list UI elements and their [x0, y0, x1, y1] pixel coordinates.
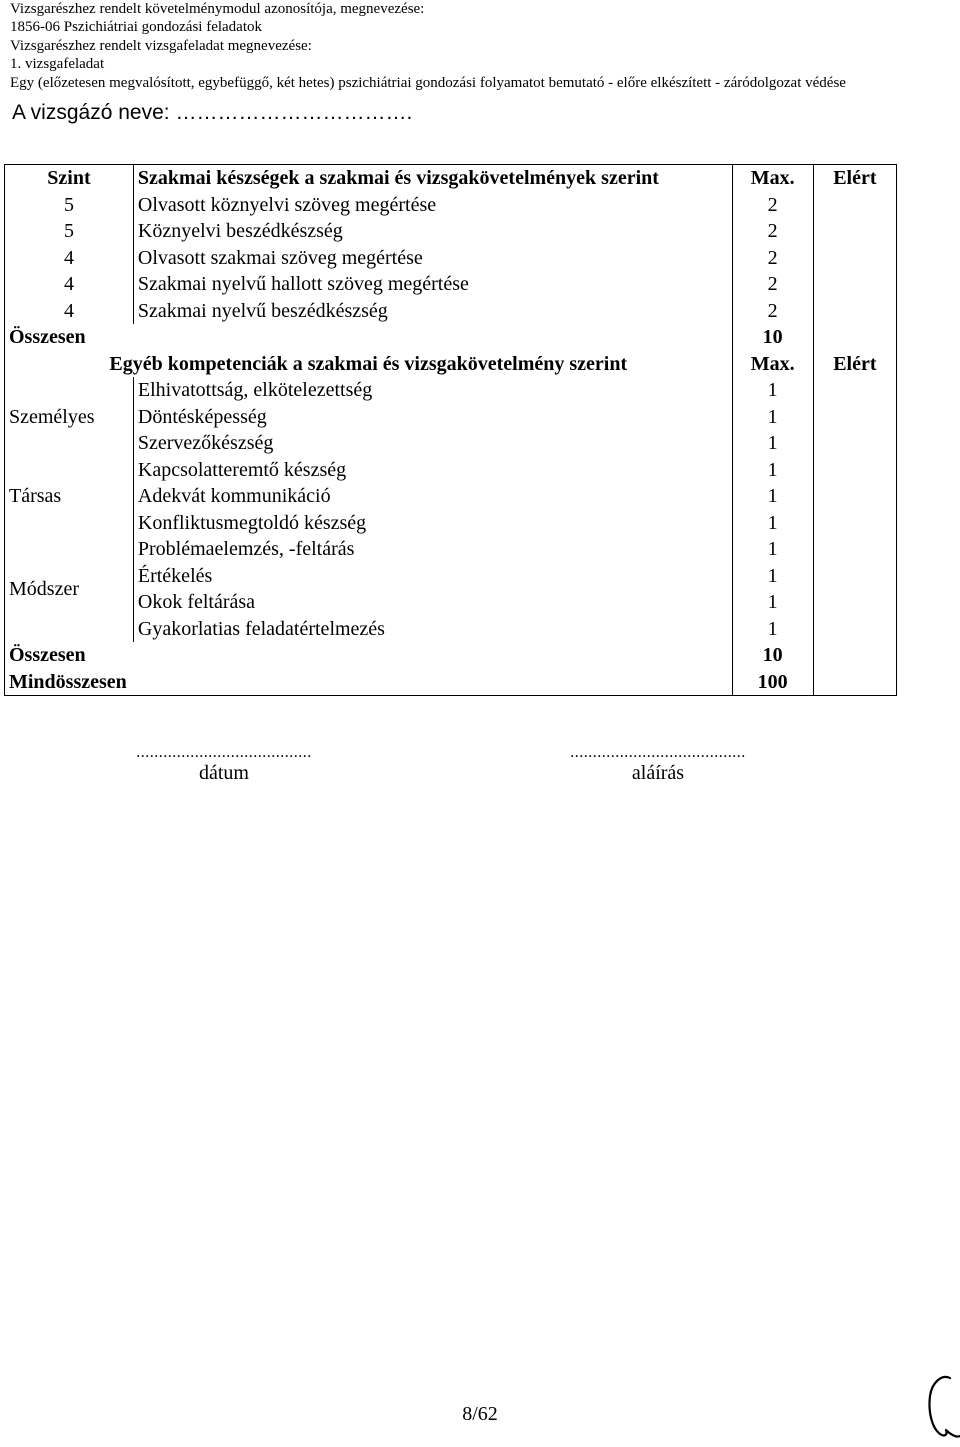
achieved-cell[interactable] [813, 298, 896, 325]
competency-cell: Adekvát kommunikáció [133, 483, 732, 510]
table-row [5, 430, 897, 457]
skill-cell: Szakmai nyelvű beszédkészség [133, 298, 732, 325]
table-row [5, 404, 897, 431]
competency-cell: Okok feltárása [133, 589, 732, 616]
section1-header-row [5, 165, 897, 192]
col-header-achieved: Elért [813, 165, 896, 192]
date-label: dátum [199, 762, 249, 784]
initials-signature-mark [922, 1372, 960, 1442]
page-number: 8/62 [462, 1403, 498, 1425]
achieved-cell[interactable] [813, 589, 896, 616]
achieved-cell[interactable] [813, 536, 896, 563]
max-cell: 1 [732, 404, 813, 431]
max-cell: 2 [732, 192, 813, 219]
max-cell: 1 [732, 430, 813, 457]
level-cell: 4 [5, 245, 134, 272]
col-header-level: Szint [5, 165, 134, 192]
achieved-cell[interactable] [813, 510, 896, 537]
achieved-cell[interactable] [813, 563, 896, 590]
table-row [5, 377, 897, 404]
task-number: 1. vizsgafeladat [10, 56, 105, 73]
section1-total-max: 10 [732, 324, 813, 351]
max-cell: 1 [732, 563, 813, 590]
grand-total-max: 100 [732, 669, 813, 696]
task-label: Vizsgarészhez rendelt vizsgafeladat megnevezése: [10, 37, 312, 54]
competency-cell: Kapcsolatteremtő készség [133, 457, 732, 484]
table-row [5, 218, 897, 245]
competency-cell: Problémaelemzés, -feltárás [133, 536, 732, 563]
table-row [5, 271, 897, 298]
table-row [5, 245, 897, 272]
table-row [5, 298, 897, 325]
achieved-cell[interactable] [813, 192, 896, 219]
candidate-name-label: A vizsgázó neve: [12, 101, 170, 124]
competency-cell: Döntésképesség [133, 404, 732, 431]
level-cell: 4 [5, 298, 134, 325]
table-row [5, 589, 897, 616]
signature-block [518, 744, 798, 785]
table-row [5, 483, 897, 510]
group-method: Módszer [5, 536, 134, 642]
achieved-cell[interactable] [813, 377, 896, 404]
group-social: Társas [5, 457, 134, 537]
col-header-max: Max. [732, 165, 813, 192]
date-block [84, 744, 364, 785]
max-cell: 1 [732, 536, 813, 563]
skill-cell: Szakmai nyelvű hallott szöveg megértése [133, 271, 732, 298]
section1-total-achieved[interactable] [813, 324, 896, 351]
max-cell: 2 [732, 218, 813, 245]
module-label: Vizsgarészhez rendelt követelménymodul azonosítója, megnevezése: [10, 1, 425, 17]
signature-dots: ....................................... [570, 744, 746, 761]
grand-total-achieved[interactable] [813, 669, 896, 696]
candidate-name-line [12, 101, 412, 125]
achieved-cell[interactable] [813, 483, 896, 510]
competency-cell: Konfliktusmegtoldó készség [133, 510, 732, 537]
assessment-table [4, 164, 897, 696]
table-row [5, 457, 897, 484]
table-row [5, 510, 897, 537]
achieved-cell[interactable] [813, 271, 896, 298]
max-cell: 2 [732, 245, 813, 272]
max-cell: 1 [732, 589, 813, 616]
table-row [5, 536, 897, 563]
achieved-cell[interactable] [813, 430, 896, 457]
col-header-achieved: Elért [813, 351, 896, 378]
section2-header-row [5, 351, 897, 378]
max-cell: 1 [732, 457, 813, 484]
max-cell: 2 [732, 271, 813, 298]
document-header [10, 0, 950, 92]
date-dots: ....................................... [136, 744, 312, 761]
candidate-name-dots: ……………………………. [175, 101, 413, 124]
grand-total-row [5, 669, 897, 696]
max-cell: 1 [732, 616, 813, 643]
col-header-max: Max. [732, 351, 813, 378]
col-header-skills: Szakmai készségek a szakmai és vizsgakövetelmények szerint [133, 165, 732, 192]
competency-cell: Gyakorlatias feladatértelmezés [133, 616, 732, 643]
skill-cell: Olvasott szakmai szöveg megértése [133, 245, 732, 272]
task-description: Egy (előzetesen megvalósított, egybefüggő, két hetes) pszichiátriai gondozási folyamatot bemutató - előre elkészített - záródolgozat védése [10, 74, 846, 91]
group-personal: Személyes [5, 377, 134, 457]
competency-cell: Szervezőkészség [133, 430, 732, 457]
max-cell: 1 [732, 510, 813, 537]
max-cell: 1 [732, 483, 813, 510]
col-header-competencies: Egyéb kompetenciák a szakmai és vizsgakövetelmény szerint [5, 351, 733, 378]
section2-total-achieved[interactable] [813, 642, 896, 669]
achieved-cell[interactable] [813, 218, 896, 245]
section2-total-label: Összesen [5, 642, 733, 669]
table-row [5, 192, 897, 219]
level-cell: 4 [5, 271, 134, 298]
section2-total-max: 10 [732, 642, 813, 669]
max-cell: 2 [732, 298, 813, 325]
table-row [5, 563, 897, 590]
table-row [5, 616, 897, 643]
competency-cell: Értékelés [133, 563, 732, 590]
level-cell: 5 [5, 218, 134, 245]
max-cell: 1 [732, 377, 813, 404]
achieved-cell[interactable] [813, 616, 896, 643]
section2-total-row [5, 642, 897, 669]
section1-total-label: Összesen [5, 324, 733, 351]
level-cell: 5 [5, 192, 134, 219]
signature-label: aláírás [631, 762, 685, 784]
achieved-cell[interactable] [813, 457, 896, 484]
section1-total-row [5, 324, 897, 351]
achieved-cell[interactable] [813, 404, 896, 431]
grand-total-label: Mindösszesen [5, 669, 733, 696]
competency-cell: Elhivatottság, elkötelezettség [133, 377, 732, 404]
skill-cell: Olvasott köznyelvi szöveg megértése [133, 192, 732, 219]
skill-cell: Köznyelvi beszédkészség [133, 218, 732, 245]
achieved-cell[interactable] [813, 245, 896, 272]
module-name: 1856-06 Pszichiátriai gondozási feladatok [10, 19, 263, 36]
